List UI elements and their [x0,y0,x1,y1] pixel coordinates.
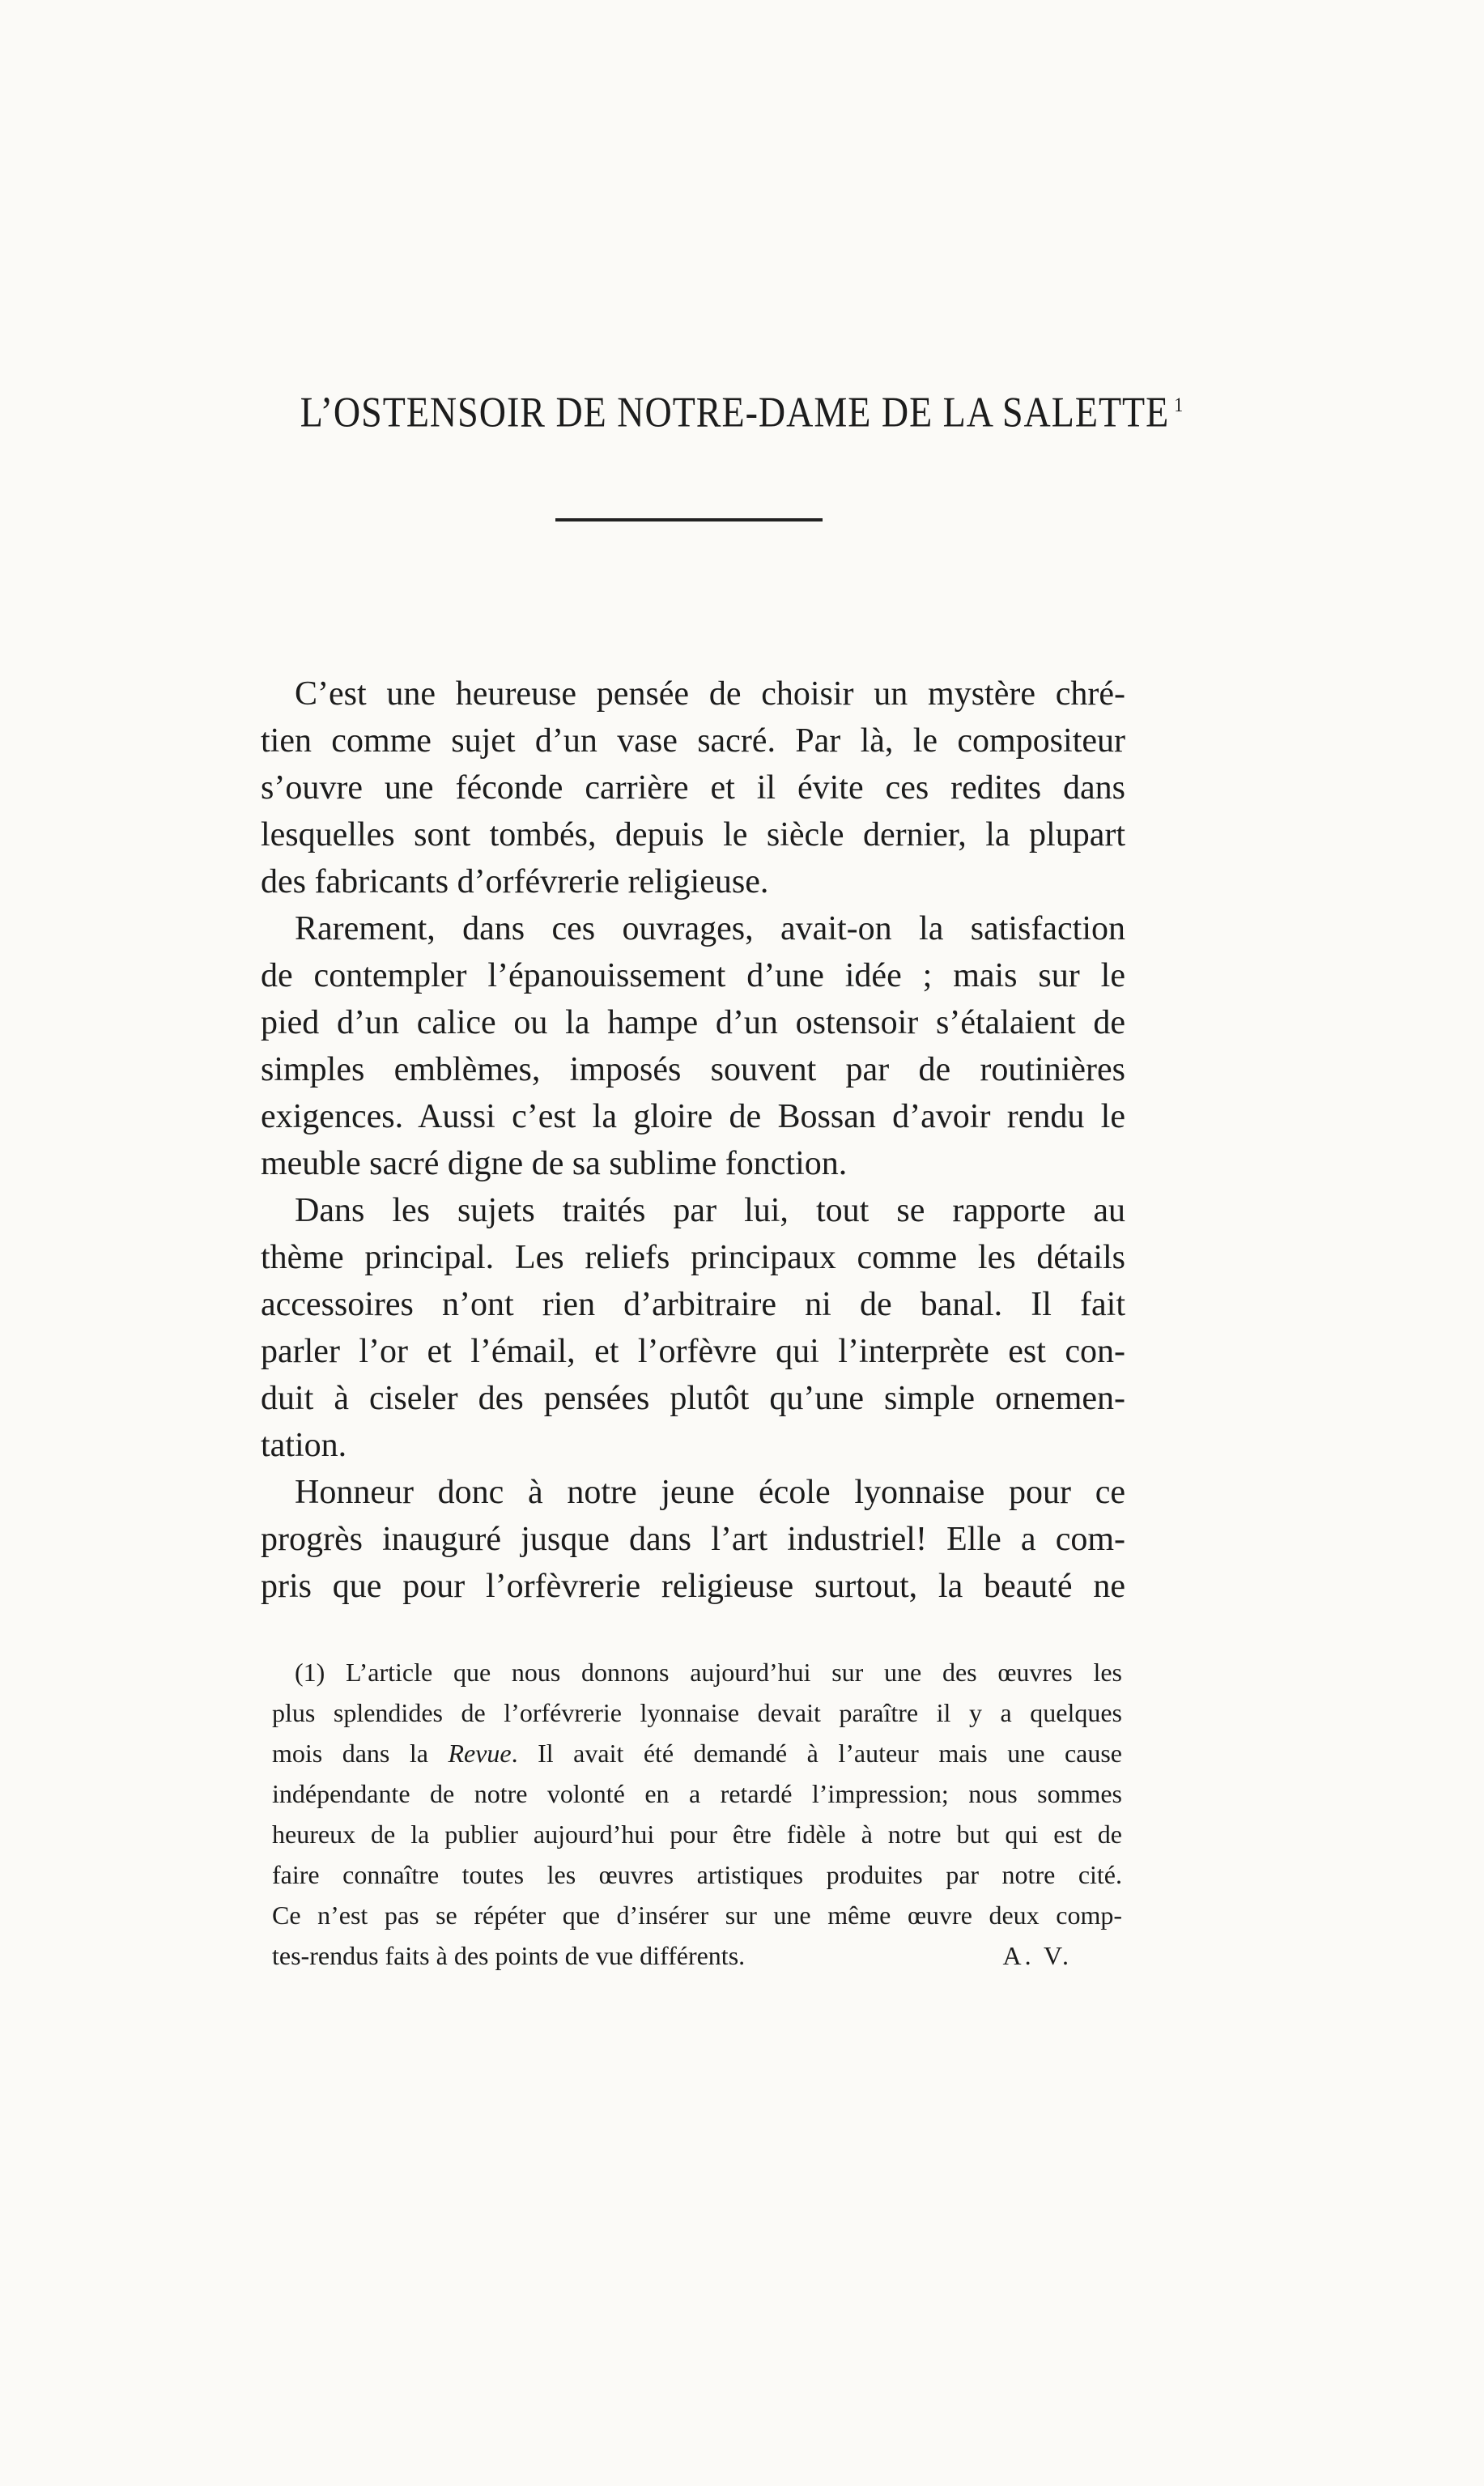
footnote-line: Ce n’est pas se répéter que d’insérer sur une même œuvre deux comp- [272,1901,1122,1930]
text-line: lesquelles sont tombés, depuis le siècle dernier, la plupart [261,816,1125,853]
footnote [272,1652,1122,1976]
footnote-signature: A. V. [1002,1941,1072,1970]
footnote-line: faire connaître toutes les œuvres artistiques produites par notre cité. [272,1860,1122,1889]
text-line: Rarement, dans ces ouvrages, avait-on la satisfaction [295,910,1125,947]
text-line: pied d’un calice ou la hampe d’un ostensoir s’étalaient de [261,1004,1125,1041]
footnote-line: heureux de la publier aujourd’hui pour être fidèle à notre but qui est de [272,1820,1122,1849]
text-line: pris que pour l’orfèvrerie religieuse surtout, la beauté ne [261,1568,1125,1605]
text-line: accessoires n’ont rien d’arbitraire ni de banal. Il fait [261,1286,1125,1323]
footnote-line: indépendante de notre volonté en a retardé l’impression; nous sommes [272,1779,1122,1808]
text-line: Honneur donc à notre jeune école lyonnaise pour ce [295,1474,1125,1511]
footnote-line: mois dans la Revue. Il avait été demandé à l’auteur mais une cause [272,1739,1123,1768]
paragraph-1 [261,670,1125,905]
text-line: de contempler l’épanouissement d’une idée ; mais sur le [261,957,1125,994]
article-title [0,387,1484,436]
article-title-text: L’OSTENSOIR DE NOTRE-DAME DE LA SALETTE [300,388,1170,436]
text-line: progrès inauguré jusque dans l’art industriel! Elle a com- [261,1521,1125,1558]
text-line: duit à ciseler des pensées plutôt qu’une simple ornemen- [261,1380,1125,1417]
text-line: parler l’or et l’émail, et l’orfèvre qui l’interprète est con- [261,1333,1125,1370]
footnote-line: tes-rendus faits à des points de vue différents. [272,1941,746,1970]
text-line: simples emblèmes, imposés souvent par de routinières [261,1051,1125,1088]
title-footnote-marker: 1 [1174,392,1184,416]
text-line: thème principal. Les reliefs principaux comme les détails [261,1239,1125,1276]
text-line: meuble sacré digne de sa sublime fonction. [261,1145,848,1182]
footnote-final-line [272,1935,1122,1976]
footnote-line: (1) L’article que nous donnons aujourd’hui sur une des œuvres les [295,1658,1122,1687]
text-line: des fabricants d’orfévrerie religieuse. [261,863,769,900]
text-line: exigences. Aussi c’est la gloire de Bossan d’avoir rendu le [261,1098,1125,1135]
text-line: tation. [261,1427,347,1464]
footnote-line: plus splendides de l’orfévrerie lyonnaise devait paraître il y a quelques [272,1698,1122,1727]
title-separator-rule [555,518,823,521]
article-body [261,670,1125,1610]
text-line: C’est une heureuse pensée de choisir un mystère chré- [295,675,1125,713]
paragraph-2 [261,905,1125,1187]
text-line: s’ouvre une féconde carrière et il évite ces redites dans [261,769,1125,807]
paragraph-3 [261,1187,1125,1469]
text-line: tien comme sujet d’un vase sacré. Par là, le compositeur [261,722,1125,760]
paragraph-4 [261,1469,1125,1610]
text-line: Dans les sujets traités par lui, tout se rapporte au [295,1192,1125,1229]
